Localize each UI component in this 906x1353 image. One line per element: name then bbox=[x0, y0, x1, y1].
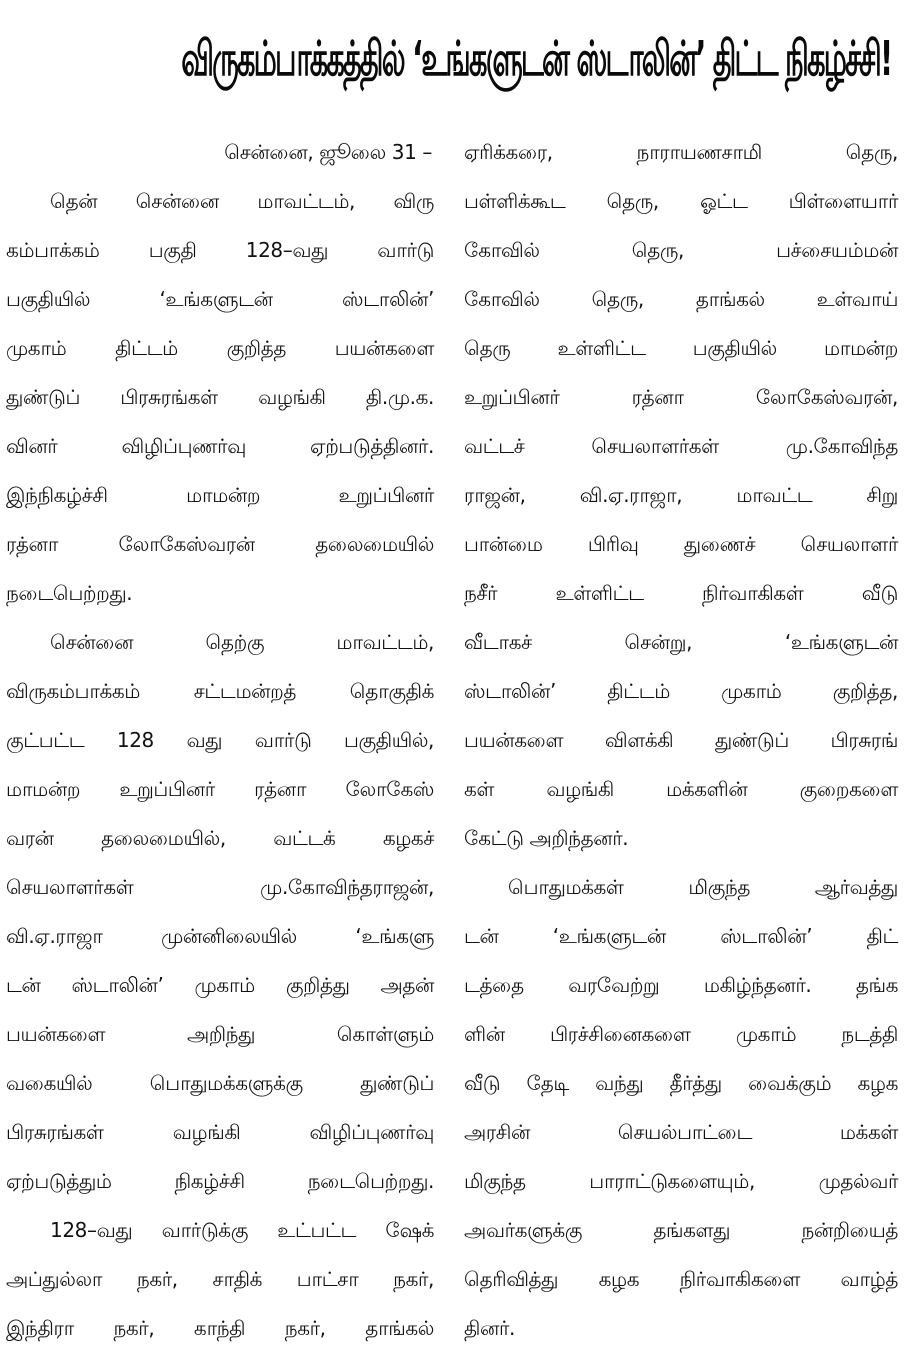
article-text-line: வீடாகச் சென்று, ‘உங்களுடன் bbox=[464, 630, 898, 654]
article-text-line: கள் வழங்கி மக்களின் குறைகளை bbox=[464, 777, 898, 801]
article-text-line: தெரிவித்து கழக நிர்வாகிகளை வாழ்த் bbox=[464, 1267, 898, 1291]
article-text-line: சென்னை தெற்கு மாவட்டம், bbox=[50, 630, 434, 654]
article-text-line: ஏரிக்கரை, நாராயணசாமி தெரு, bbox=[464, 140, 898, 164]
article-text-line: ஸ்டாலின்’ திட்டம் முகாம் குறித்த, bbox=[464, 679, 898, 703]
article-text-line: வினர் விழிப்புணர்வு ஏற்படுத்தினர். bbox=[6, 434, 434, 458]
article-text-line: குட்பட்ட 128 வது வார்டு பகுதியில், bbox=[6, 728, 434, 752]
article-text-line: சென்னை, ஜூலை 31 – bbox=[224, 140, 432, 164]
article-text-line: பான்மை பிரிவு துணைச் செயலாளர் bbox=[464, 532, 898, 556]
article-text-line: மிகுந்த பாராட்டுகளையும், முதல்வர் bbox=[464, 1169, 898, 1193]
article-text-line: துண்டுப் பிரசுரங்கள் வழங்கி தி.மு.க. bbox=[6, 385, 434, 409]
article-text-line: அவர்களுக்கு தங்களது நன்றியைத் bbox=[464, 1218, 898, 1242]
article-text-line: பிரசுரங்கள் வழங்கி விழிப்புணர்வு bbox=[6, 1120, 434, 1144]
article-text-line: கோவில் தெரு, பச்சையம்மன் bbox=[464, 238, 898, 262]
article-text-line: வி.ஏ.ராஜா முன்னிலையில் ‘உங்களு bbox=[6, 924, 434, 948]
article-text-line: தெரு உள்ளிட்ட பகுதியில் மாமன்ற bbox=[464, 336, 898, 360]
article-text-line: பொதுமக்கள் மிகுந்த ஆர்வத்து bbox=[508, 875, 898, 899]
article-column-right bbox=[464, 128, 898, 1340]
article-text-line: 128–வது வார்டுக்கு உட்பட்ட ஷேக் bbox=[50, 1218, 434, 1242]
article-text-line: செயலாளர்கள் மு.கோவிந்தராஜன், bbox=[6, 875, 434, 899]
article-text-line: பயன்களை அறிந்து கொள்ளும் bbox=[6, 1022, 434, 1046]
article-text-line: தென் சென்னை மாவட்டம், விரு bbox=[50, 189, 434, 213]
article-text-line: ளின் பிரச்சினைகளை முகாம் நடத்தி bbox=[464, 1022, 898, 1046]
article-text-line: மாமன்ற உறுப்பினர் ரத்னா லோகேஸ் bbox=[6, 777, 434, 801]
article-text-line: அப்துல்லா நகர், சாதிக் பாட்சா நகர், bbox=[6, 1267, 434, 1291]
article-text-line: தினர். bbox=[464, 1316, 515, 1340]
article-text-line: நடைபெற்றது. bbox=[6, 581, 133, 605]
article-text-line: இந்நிகழ்ச்சி மாமன்ற உறுப்பினர் bbox=[6, 483, 434, 507]
article-headline: விருகம்பாக்கத்தில் ‘உங்களுடன் ஸ்டாலின்’ திட்ட நிகழ்ச்சி! bbox=[181, 31, 892, 87]
article-text-line: கம்பாக்கம் பகுதி 128–வது வார்டு bbox=[6, 238, 434, 262]
article-text-line: டத்தை வரவேற்று மகிழ்ந்தனர். தங்க bbox=[464, 973, 898, 997]
article-text-line: டன் ‘உங்களுடன் ஸ்டாலின்’ திட் bbox=[464, 924, 898, 948]
article-text-line: நசீர் உள்ளிட்ட நிர்வாகிகள் வீடு bbox=[464, 581, 898, 605]
article-text-line: பகுதியில் ‘உங்களுடன் ஸ்டாலின்’ bbox=[6, 287, 434, 311]
article-text-line: ஏற்படுத்தும் நிகழ்ச்சி நடைபெற்றது. bbox=[6, 1169, 434, 1193]
article-text-line: ராஜன், வி.ஏ.ராஜா, மாவட்ட சிறு bbox=[464, 483, 898, 507]
article-text-line: கோவில் தெரு, தாங்கல் உள்வாய் bbox=[464, 287, 898, 311]
article-text-line: அரசின் செயல்பாட்டை மக்கள் bbox=[464, 1120, 898, 1144]
article-text-line: பள்ளிக்கூட தெரு, ஓட்ட பிள்ளையார் bbox=[464, 189, 898, 213]
article-text-line: உறுப்பினர் ரத்னா லோகேஸ்வரன், bbox=[464, 385, 898, 409]
article-text-line: விருகம்பாக்கம் சட்டமன்றத் தொகுதிக் bbox=[6, 679, 434, 703]
article-column-left bbox=[6, 128, 434, 1340]
article-text-line: இந்திரா நகர், காந்தி நகர், தாங்கல் bbox=[6, 1316, 434, 1340]
article-text-line: கேட்டு அறிந்தனர். bbox=[464, 826, 629, 850]
article-text-line: பயன்களை விளக்கி துண்டுப் பிரசுரங் bbox=[464, 728, 898, 752]
article-text-line: வீடு தேடி வந்து தீர்த்து வைக்கும் கழக bbox=[464, 1071, 898, 1095]
article-text-line: வரன் தலைமையில், வட்டக் கழகச் bbox=[6, 826, 434, 850]
article-text-line: வட்டச் செயலாளர்கள் மு.கோவிந்த bbox=[464, 434, 898, 458]
article-text-line: முகாம் திட்டம் குறித்த பயன்களை bbox=[6, 336, 434, 360]
article-text-line: வகையில் பொதுமக்களுக்கு துண்டுப் bbox=[6, 1071, 434, 1095]
article-text-line: டன் ஸ்டாலின்’ முகாம் குறித்து அதன் bbox=[6, 973, 434, 997]
article-text-line: ரத்னா லோகேஸ்வரன் தலைமையில் bbox=[6, 532, 434, 556]
